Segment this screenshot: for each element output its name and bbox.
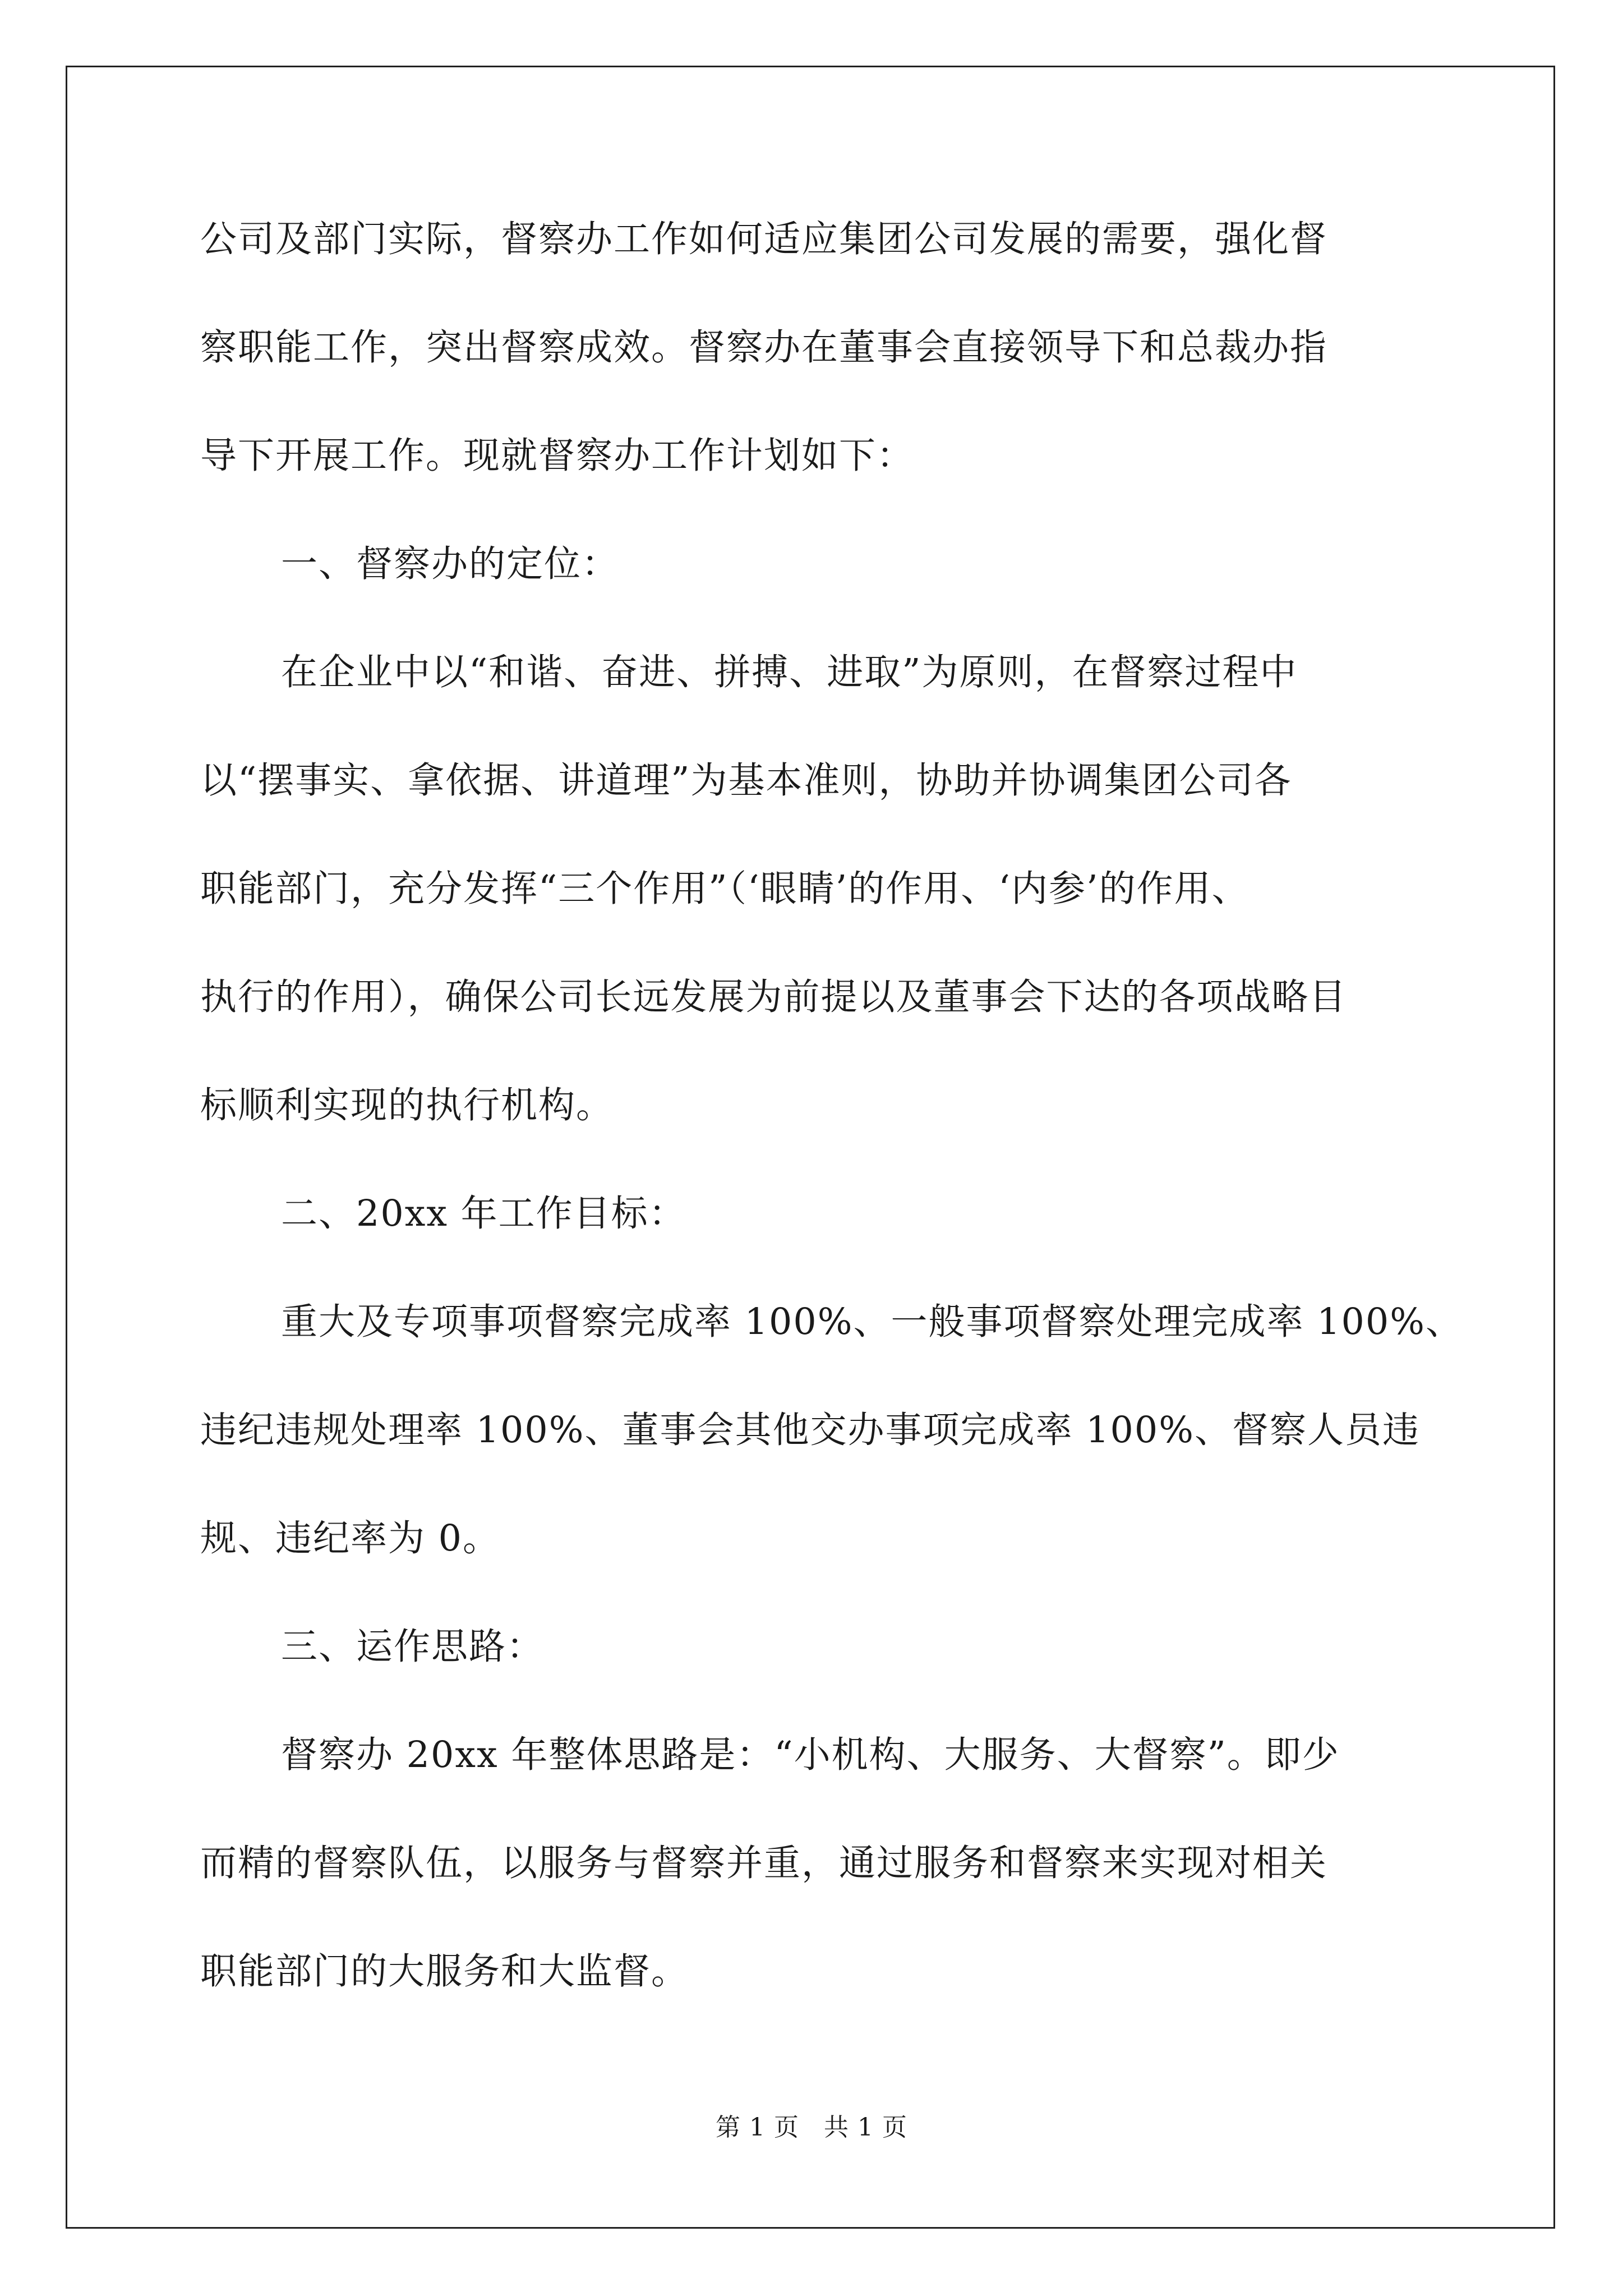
intro-paragraph-line: 公司及部门实际，督察办工作如何适应集团公司发展的需要，强化督 <box>200 218 1328 260</box>
goals-paragraph-line: 重大及专项事项督察完成率 100%、一般事项督察处理完成率 100%、 <box>281 1301 1463 1343</box>
total-pages: 共 1 页 <box>824 2113 907 2142</box>
page-number: 第 1 页 <box>716 2113 799 2142</box>
approach-paragraph-line: 而精的督察队伍，以服务与督察并重，通过服务和督察来实现对相关 <box>200 1842 1328 1884</box>
positioning-paragraph-line: 执行的作用），确保公司长远发展为前提以及董事会下达的各项战略目 <box>200 976 1347 1018</box>
page-footer <box>0 2114 1623 2142</box>
approach-paragraph-line: 职能部门的大服务和大监督。 <box>200 1950 689 1993</box>
section-three-heading: 三、运作思路： <box>281 1626 545 1668</box>
goals-paragraph-line: 规、违纪率为 0。 <box>200 1517 501 1559</box>
document-body <box>200 217 1463 2058</box>
approach-paragraph-line: 督察办 20xx 年整体思路是：“小机构、大服务、大督察”。即少 <box>281 1734 1340 1776</box>
positioning-paragraph-line: 标顺利实现的执行机构。 <box>200 1084 614 1126</box>
positioning-paragraph-line: 在企业中以“和谐、奋进、拼搏、进取”为原则，在督察过程中 <box>281 651 1298 693</box>
section-two-heading: 二、20xx 年工作目标： <box>281 1193 686 1235</box>
intro-paragraph-line: 察职能工作，突出督察成效。督察办在董事会直接领导下和总裁办指 <box>200 326 1328 369</box>
positioning-paragraph-line: 以“摆事实、拿依据、讲道理”为基本准则，协助并协调集团公司各 <box>200 760 1292 802</box>
section-one-heading: 一、督察办的定位： <box>281 543 620 585</box>
goals-paragraph-line: 违纪违规处理率 100%、董事会其他交办事项完成率 100%、督察人员违 <box>200 1409 1420 1451</box>
positioning-paragraph-line: 职能部门，充分发挥“三个作用”（‘眼睛’的作用、‘内参’的作用、 <box>200 868 1249 910</box>
intro-paragraph-line: 导下开展工作。现就督察办工作计划如下： <box>200 435 915 477</box>
